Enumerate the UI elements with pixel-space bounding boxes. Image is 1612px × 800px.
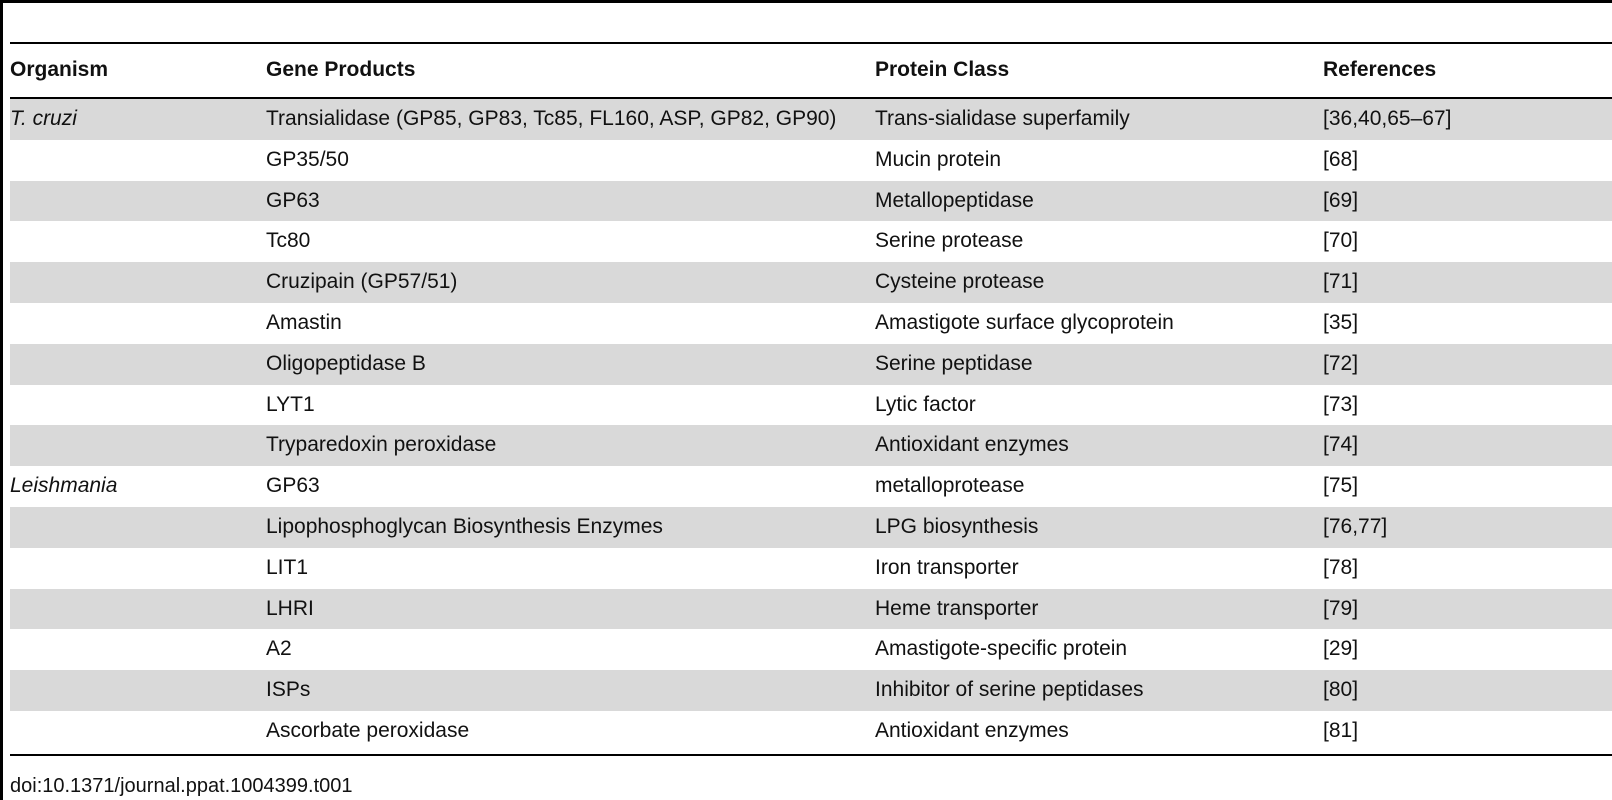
class-cell: Antioxidant enzymes (875, 718, 1069, 742)
gene-cell: Tc80 (266, 229, 311, 253)
class-cell: Amastigote surface glycoprotein (875, 310, 1174, 334)
table-top-rule (10, 42, 1612, 44)
header-references: References (1323, 58, 1437, 81)
refs-cell: [75] (1323, 474, 1359, 498)
refs-cell: [36,40,65–67] (1323, 107, 1452, 130)
class-cell: Serine protease (875, 229, 1024, 253)
table-row (10, 385, 1612, 426)
table-row (10, 344, 1612, 385)
gene-cell: Oligopeptidase B (266, 351, 426, 375)
refs-cell: [72] (1323, 351, 1359, 375)
class-cell: Inhibitor of serine peptidases (875, 678, 1144, 702)
table-row (10, 181, 1612, 222)
refs-cell: [35] (1323, 310, 1359, 334)
class-cell: LPG biosynthesis (875, 514, 1039, 538)
left-border (0, 0, 3, 800)
gene-cell: LIT1 (266, 555, 309, 579)
table-row (10, 140, 1612, 181)
table-bottom-rule (10, 754, 1612, 756)
gene-cell: LHRI (266, 596, 314, 620)
class-cell: Metallopeptidase (875, 188, 1034, 212)
gene-cell: A2 (266, 637, 292, 661)
header-protein-class: Protein Class (875, 58, 1010, 81)
refs-cell: [71] (1323, 270, 1359, 294)
class-cell: Serine peptidase (875, 351, 1033, 375)
class-cell: metalloprotease (875, 474, 1025, 498)
header-organism: Organism (10, 58, 109, 81)
class-cell: Heme transporter (875, 596, 1039, 620)
gene-cell: GP63 (266, 188, 320, 212)
gene-cell: GP63 (266, 474, 320, 498)
top-rule (0, 0, 1612, 3)
organism-cell: T. cruzi (10, 107, 77, 130)
table-row (10, 507, 1612, 548)
class-cell: Amastigote-specific protein (875, 637, 1128, 661)
refs-cell: [74] (1323, 433, 1359, 457)
class-cell: Cysteine protease (875, 270, 1045, 294)
organism-cell: Leishmania (10, 474, 118, 498)
table-row (10, 99, 1612, 140)
gene-cell: Cruzipain (GP57/51) (266, 270, 458, 294)
table-row (10, 425, 1612, 466)
table-row (10, 670, 1612, 711)
refs-cell: [81] (1323, 718, 1359, 742)
table-row (10, 711, 1612, 752)
gene-cell: Ascorbate peroxidase (266, 718, 470, 742)
class-cell: Iron transporter (875, 555, 1019, 579)
class-cell: Mucin protein (875, 147, 1002, 171)
table-row (10, 589, 1612, 630)
refs-cell: [79] (1323, 596, 1359, 620)
header-gene-products: Gene Products (266, 58, 416, 81)
refs-cell: [68] (1323, 147, 1359, 171)
refs-cell: [78] (1323, 555, 1359, 579)
table-row (10, 629, 1612, 670)
gene-cell: LYT1 (266, 392, 315, 416)
refs-cell: [70] (1323, 229, 1359, 253)
refs-cell: [80] (1323, 678, 1359, 702)
class-cell: Lytic factor (875, 392, 976, 416)
table-row (10, 303, 1612, 344)
table-row (10, 466, 1612, 507)
gene-cell: GP35/50 (266, 147, 349, 171)
doi-caption: doi:10.1371/journal.ppat.1004399.t001 (10, 775, 353, 797)
gene-cell: ISPs (266, 678, 311, 702)
refs-cell: [73] (1323, 392, 1359, 416)
gene-cell: Lipophosphoglycan Biosynthesis Enzymes (266, 514, 663, 538)
table-body (10, 99, 1612, 752)
refs-cell: [76,77] (1323, 514, 1388, 538)
gene-cell: Tryparedoxin peroxidase (266, 433, 497, 457)
gene-cell: Amastin (266, 310, 342, 334)
class-cell: Trans-sialidase superfamily (875, 107, 1130, 130)
table-row (10, 262, 1612, 303)
table-row (10, 221, 1612, 262)
gene-cell: Transialidase (GP85, GP83, Tc85, FL160, ASP, GP82, GP90) (266, 107, 837, 130)
refs-cell: [29] (1323, 637, 1359, 661)
class-cell: Antioxidant enzymes (875, 433, 1069, 457)
table-header (10, 52, 1612, 92)
refs-cell: [69] (1323, 188, 1359, 212)
table-row (10, 548, 1612, 589)
